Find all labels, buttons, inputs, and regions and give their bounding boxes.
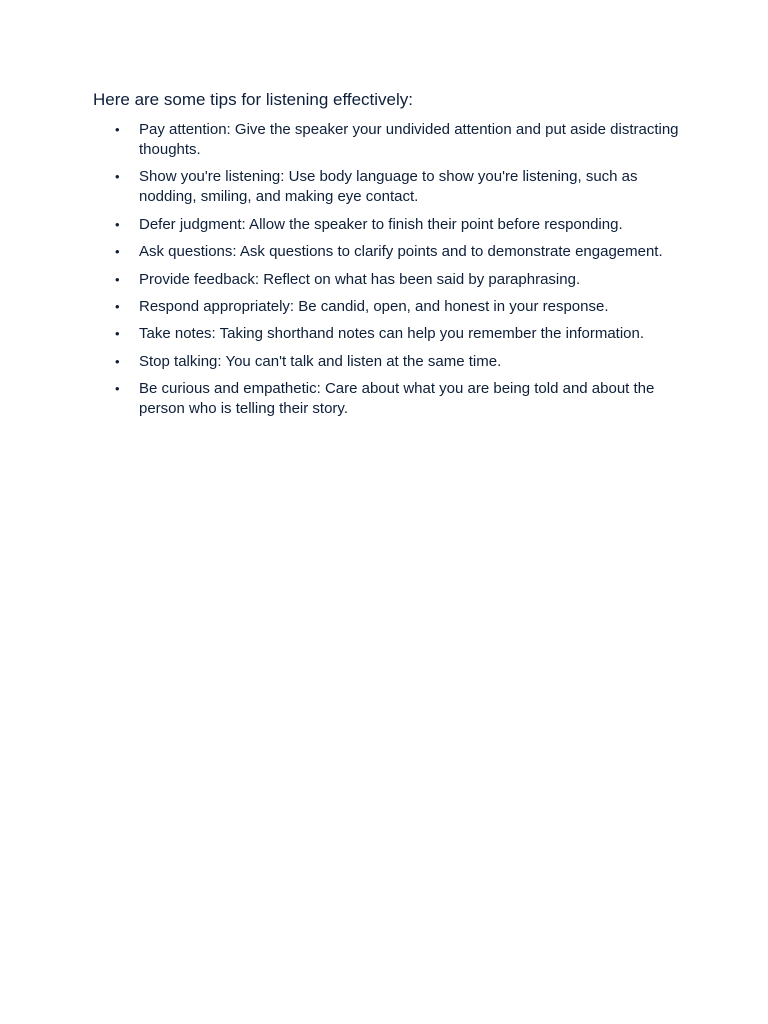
tip-text: Respond appropriately: Be candid, open, and honest in your response. (139, 297, 609, 315)
tip-item-respond-appropriately (115, 297, 680, 317)
bullet-icon: • (115, 169, 120, 185)
bullet-icon: • (115, 122, 120, 137)
bullet-icon: • (115, 244, 120, 260)
bullet-icon: • (115, 326, 120, 342)
tip-item-take-notes (115, 324, 680, 344)
bullet-icon: • (115, 353, 120, 369)
intro-paragraph: Here are some tips for listening effectively: (93, 90, 413, 109)
bullet-icon: • (115, 298, 120, 314)
bullet-icon: • (115, 271, 120, 287)
tip-item-defer-judgment (115, 215, 680, 235)
bullet-icon: • (115, 216, 120, 232)
tip-text: Ask questions: Ask questions to clarify points and to demonstrate engagement. (139, 243, 663, 261)
tip-text: Provide feedback: Reflect on what has been said by paraphrasing. (139, 270, 581, 288)
tip-text: Take notes: Taking shorthand notes can help you remember the information. (139, 325, 645, 343)
tip-item-ask-questions (115, 242, 680, 262)
tips-list (115, 120, 680, 427)
tip-item-show-listening (115, 167, 680, 207)
bullet-icon: • (115, 381, 120, 397)
tip-text: Defer judgment: Allow the speaker to finish their point before responding. (139, 215, 623, 233)
tip-text: Pay attention: Give the speaker your undivided attention and put aside distracting thoughts. (139, 121, 679, 158)
tip-text: Be curious and empathetic: Care about what you are being told and about the person who is telling their story. (139, 380, 655, 418)
tip-item-pay-attention (115, 120, 680, 160)
tip-item-stop-talking (115, 352, 680, 372)
tip-text: Stop talking: You can't talk and listen at the same time. (139, 352, 502, 370)
tip-item-be-curious (115, 379, 680, 419)
tip-item-provide-feedback (115, 270, 680, 290)
tip-text: Show you're listening: Use body language to show you're listening, such as nodding, smiling, and making eye contact. (139, 168, 638, 206)
